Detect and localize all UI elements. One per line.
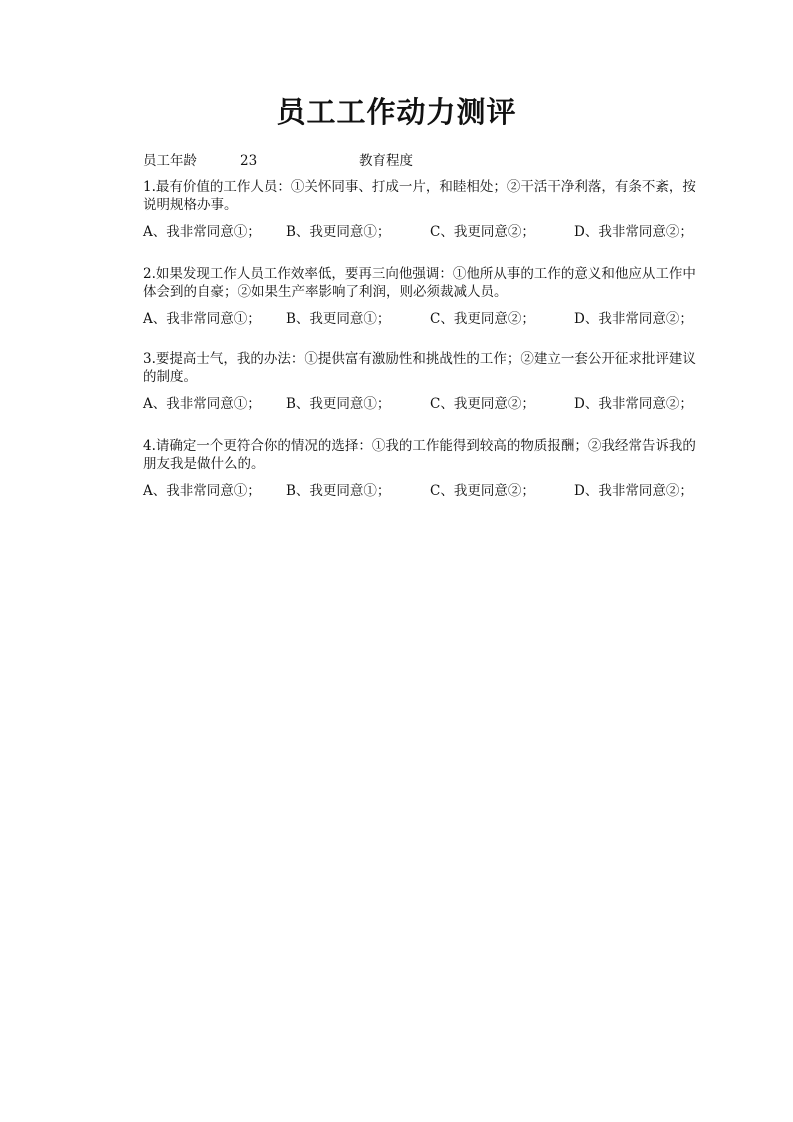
question-1: [143, 178, 703, 242]
answer-options: [143, 309, 703, 329]
option-b[interactable]: B、我更同意①；: [286, 483, 391, 499]
option-d[interactable]: D、我非常同意②；: [574, 224, 693, 240]
age-label: 员工年龄: [143, 153, 197, 169]
question-text: 1.最有价值的工作人员：①关怀同事、打成一片，和睦相处；②干活干净利落，有条不紊，按说明规格办事。: [143, 179, 696, 213]
question-2: [143, 265, 703, 329]
option-c[interactable]: C、我更同意②；: [430, 224, 535, 240]
question-text: 4.请确定一个更符合你的情况的选择：①我的工作能得到较高的物质报酬；②我经常告诉我的朋友我是做什么的。: [143, 438, 696, 472]
page-title: 员工工作动力测评: [276, 95, 517, 129]
option-b[interactable]: B、我更同意①；: [286, 311, 391, 327]
option-c[interactable]: C、我更同意②；: [430, 311, 535, 327]
option-b[interactable]: B、我更同意①；: [286, 224, 391, 240]
option-a[interactable]: A、我非常同意①；: [143, 224, 261, 240]
age-value: 23: [240, 153, 258, 169]
option-c[interactable]: C、我更同意②；: [430, 396, 535, 412]
question-text: 2.如果发现工作人员工作效率低，要再三向他强调：①他所从事的工作的意义和他应从工作中体会到的自豪；②如果生产率影响了利润，则必须裁减人员。: [143, 266, 696, 300]
option-d[interactable]: D、我非常同意②；: [574, 311, 693, 327]
question-3: [143, 350, 703, 414]
education-label: 教育程度: [359, 153, 413, 169]
option-a[interactable]: A、我非常同意①；: [143, 311, 261, 327]
answer-options: [143, 222, 703, 242]
answer-options: [143, 481, 703, 501]
option-b[interactable]: B、我更同意①；: [286, 396, 391, 412]
option-a[interactable]: A、我非常同意①；: [143, 396, 261, 412]
option-d[interactable]: D、我非常同意②；: [574, 396, 693, 412]
option-a[interactable]: A、我非常同意①；: [143, 483, 261, 499]
option-d[interactable]: D、我非常同意②；: [574, 483, 693, 499]
answer-options: [143, 394, 703, 414]
question-4: [143, 437, 703, 501]
option-c[interactable]: C、我更同意②；: [430, 483, 535, 499]
question-text: 3.要提高士气，我的办法：①提供富有激励性和挑战性的工作；②建立一套公开征求批评建议的制度。: [143, 351, 696, 385]
